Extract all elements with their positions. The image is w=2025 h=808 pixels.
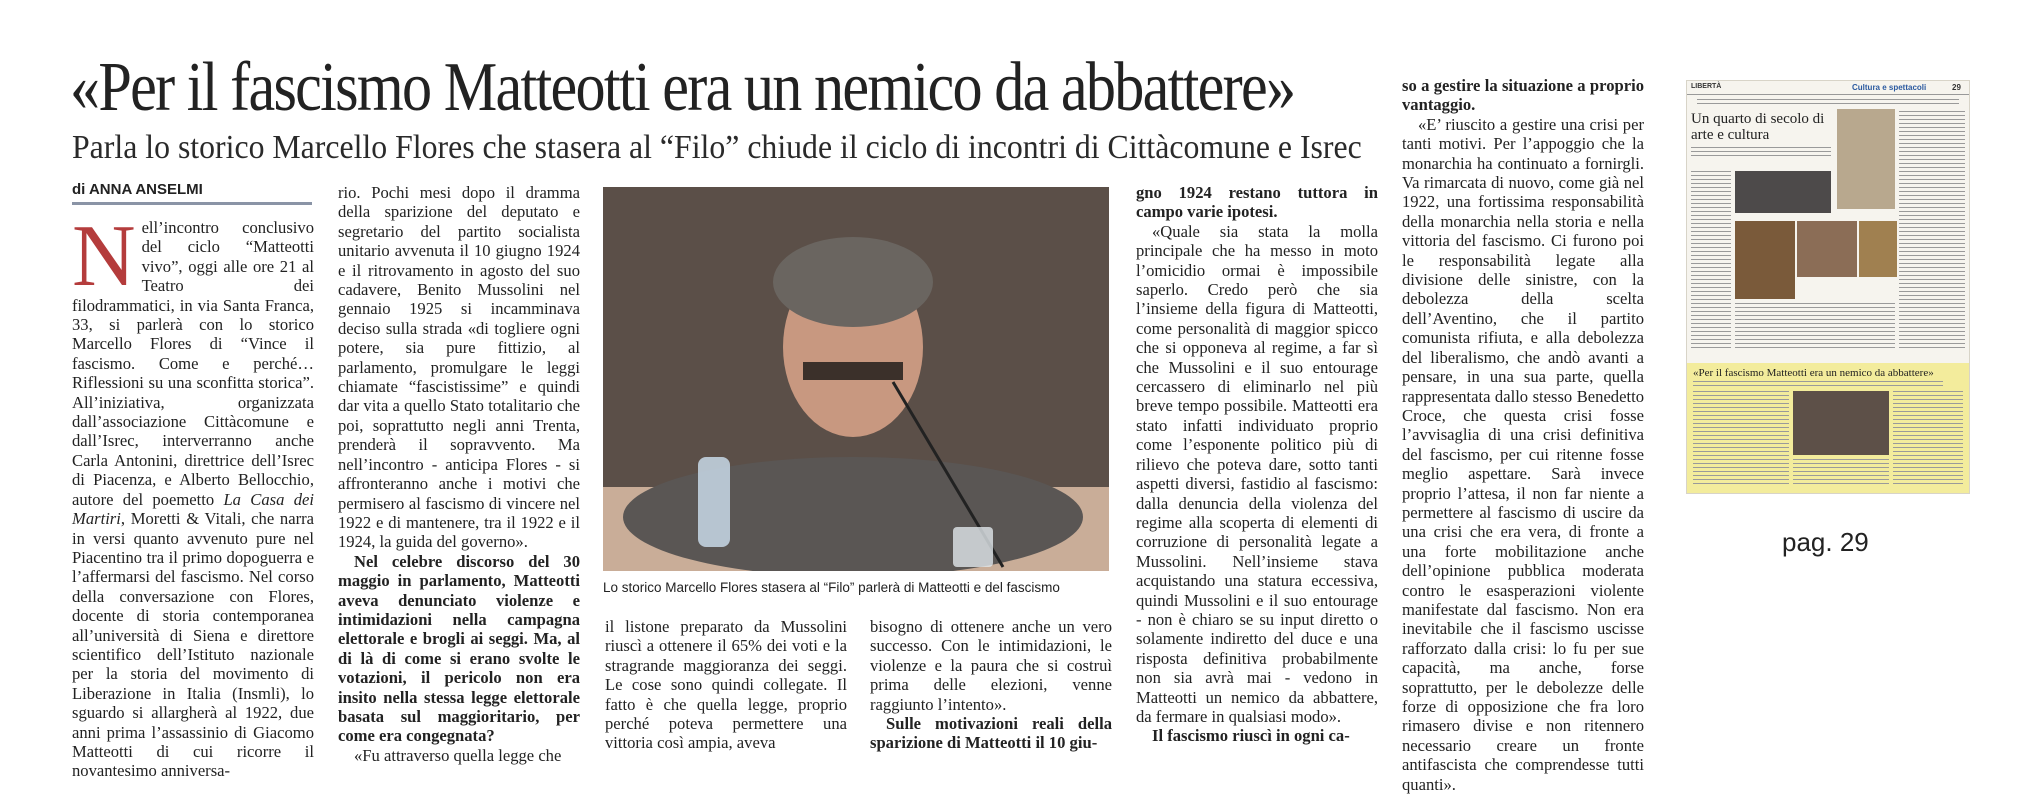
col5-text: «E’ riuscito a gestire una crisi per tanti motivi. Per l’appoggio che la monarchia ha continuato a fornirgli. Va rimarcata di nuovo, come già nel 1922, una fortissima responsabilità della monarchia nella storia e nella vittoria del fascismo. Ci furono poi le responsabilità legate alla divisione delle sinistre, con la debolezza della scelta dell’Aventino, che il partito comunista rifiuta, e alla debolezza del liberalismo, che andò avanti a pensare, in una sua parte, quella rappresentata dallo stesso Benedetto Croce, che questa crisi fosse l’avvisaglia di una crisi definitiva del fascismo, per cui ritenne fosse meglio aspettare. Sarà invece proprio l’attesa, il non far niente a permettere al fascismo di uscire da una crisi che era vera, di fronte a una forte mobilitazione anche dell’opinione pubblica moderata contro le esasperazioni violente manifestate dal fascismo. Non era inevitabile che il fascismo uscisse rafforzato dalla crisi: lo fu per sue capacità, ma anche, forse soprattutto, per le debolezze delle forze di opposizione che fra loro rimasero divise e non ritennero necessario creare un fronte antifascista che comprendesse tutti quanti».: [1402, 114, 1644, 794]
interview-question-3: Sulle motivazioni reali della sparizione di Matteotti il 10 giu-: [870, 714, 1112, 753]
col2-text: rio. Pochi mesi dopo il dramma della sparizione del deputato e segretario del partito socialista unitario avvenuta il 10 giugno 1924 e il ritrovamento in agosto del suo cadavere, Benito Mussolini nel gennaio 1925 si incamminava deciso sulla strada «di togliere ogni potere, sia pure fittizio, al parlamento, promulgare le leggi chiamate “fascistissime” e quindi dar vita a quello Stato totalitario che poi, soprattutto negli anni Trenta, prenderà il sopravvento. Ma nell’incontro - anticipa Flores - si affronteranno anche i motivi che permisero al fascismo di vincere nel 1922 e di mantenere, tra il 1922 e il 1924, la guida del governo».: [338, 183, 580, 552]
thumb-article-columns-3: [1893, 391, 1963, 487]
col1-text-b: , Moretti & Vitali, che narra in versi quanto avvenuto pure nel Piacentino tra il primo dopoguerra e l’affermarsi del fascismo. Nel corso della conversazione con Flores, docente di storia contemporanea all’università di Siena e direttore scientifico dell’Istituto nazionale per la storia del movimento di Liberazione in Italia (Insmli), lo sguardo si allargherà al 1922, due anni prima l’assassinio di Giacomo Matteotti di cui ricorre il novantesimo anniversa-: [72, 509, 314, 781]
thumb-article-deck: [1693, 381, 1943, 387]
speaker-photo: [603, 187, 1109, 571]
article-column-2: [338, 183, 580, 765]
col3a-text: il listone preparato da Mussolini riuscì a ottenere il 65% dei voti e la stragrande maggioranza dei seggi. Le cose sono quindi collegate. Il fatto è che quella legge, proprio perché poteva permettere una vittoria così ampia, aveva: [605, 617, 847, 753]
thumb-masthead: LIBERTÀ: [1691, 83, 1722, 90]
article-headline: «Per il fascismo Matteotti era un nemico da abbattere»: [70, 49, 1295, 126]
page-thumbnail: [1686, 80, 1970, 494]
thumb-left-column: [1691, 171, 1731, 351]
col4-text: «Quale sia stata la molla principale che ha messo in moto l’omicidio ormai è impossibile saperlo. Credo però che sia l’insieme della figura di Matteotti, come personalità di maggior spicco che si opponeva al regime, a far sì che Mussolini e il suo entourage cercassero di eliminarlo nel più breve tempo possibile. Matteotti era stato infatti individuato proprio come l’esponente politico più di rilievo che poteva dare, sotto tanti aspetti diversi, fastidio al fascismo: dalla denuncia della violenza del regime alla scoperta di elementi di corruzione di personalità legate a Mussolini. Nell’insieme stava acquistando una statura eccessiva, quindi Mussolini e il suo entourage - non è chiaro se su input diretto o solamente indiretto del duce e una risposta definitiva probabilmente non sia avrà mai - vedono in Matteotti un nemico da abbattere, da fermare in qualsiasi modo».: [1136, 221, 1378, 726]
thumb-photo-1: [1735, 171, 1831, 213]
thumb-article-headline: «Per il fascismo Matteotti era un nemico da abbattere»: [1693, 367, 1934, 379]
article-column-5: [1402, 76, 1644, 794]
thumb-feature-deck: [1691, 147, 1831, 157]
col1-text-a: ell’incontro conclusivo del ciclo “Matteotti vivo”, oggi alle ore 21 al Teatro dei filodrammatici, in via Santa Franca, 33, si parlerà con lo storico Marcello Flores di “Vince il fascismo. Come e perché… Riflessioni su una sconfitta storica”. All’iniziativa, organizzata dall’associazione Cittàcomune e dall’Isrec, interverranno anche Carla Antonini, direttrice dell’Isrec di Piacenza, e Alberto Bellocchio, autore del poemetto: [72, 218, 314, 509]
thumb-body-lines: [1735, 303, 1895, 349]
thumb-painting: [1735, 221, 1795, 299]
photo-caption: Lo storico Marcello Flores stasera al “Filo” parlerà di Matteotti e del fascismo: [603, 580, 1060, 595]
article-subheadline: Parla lo storico Marcello Flores che stasera al “Filo” chiude il ciclo di incontri di Cittàcomune e Isrec: [72, 129, 1362, 166]
interview-answer-1-start: «Fu attraverso quella legge che: [354, 745, 562, 765]
thumb-article-columns: [1693, 391, 1789, 487]
article-column-3a: [605, 617, 847, 753]
drop-cap: N: [72, 208, 136, 305]
interview-question-4: Il fascismo riuscì in ogni ca-: [1152, 726, 1350, 746]
thumb-feature-title: Un quarto di secolo di arte e cultura: [1691, 111, 1825, 143]
interview-question-4-end: so a gestire la situazione a proprio vantaggio.: [1402, 76, 1644, 115]
thumb-article-columns-2: [1793, 459, 1889, 487]
page-label: pag. 29: [1782, 527, 1869, 557]
interview-question-1: Nel celebre discorso del 30 maggio in parlamento, Matteotti aveva denunciato violenze e intimidazioni nella campagna elettorale e brogli ai seggi. Ma, al di là di come si erano svolte le votazioni, il pericolo non era insito nella stessa legge elettorale basata sul maggioritario, per come era congegnata?: [338, 551, 580, 746]
interview-question-3-end: gno 1924 restano tuttora in campo varie ipotesi.: [1136, 183, 1378, 222]
thumb-section: Cultura e spettacoli: [1852, 83, 1927, 92]
thumb-church-photo: [1837, 109, 1895, 209]
article-column-4: [1136, 183, 1378, 746]
thumb-rule: [1687, 94, 1969, 95]
article-column-3b: [870, 617, 1112, 753]
col3b-text: bisogno di ottenere anche un vero successo. Con le intimidazioni, le violenze e la paura che si costruì prima delle elezioni, venne raggiunto l’intento».: [870, 617, 1112, 714]
thumb-side-column: [1899, 111, 1965, 351]
article-column-1: [72, 208, 314, 781]
thumb-deck-lines: [1697, 99, 1959, 107]
thumb-highlighted-article: [1687, 363, 1969, 493]
thumb-article-photo: [1793, 391, 1889, 455]
thumb-photo-3: [1859, 221, 1897, 277]
book-title: La Casa dei Martiri: [72, 489, 314, 529]
byline: di ANNA ANSELMI: [72, 181, 312, 205]
thumb-photo-2: [1797, 221, 1857, 277]
thumb-page-number: 29: [1952, 83, 1961, 92]
